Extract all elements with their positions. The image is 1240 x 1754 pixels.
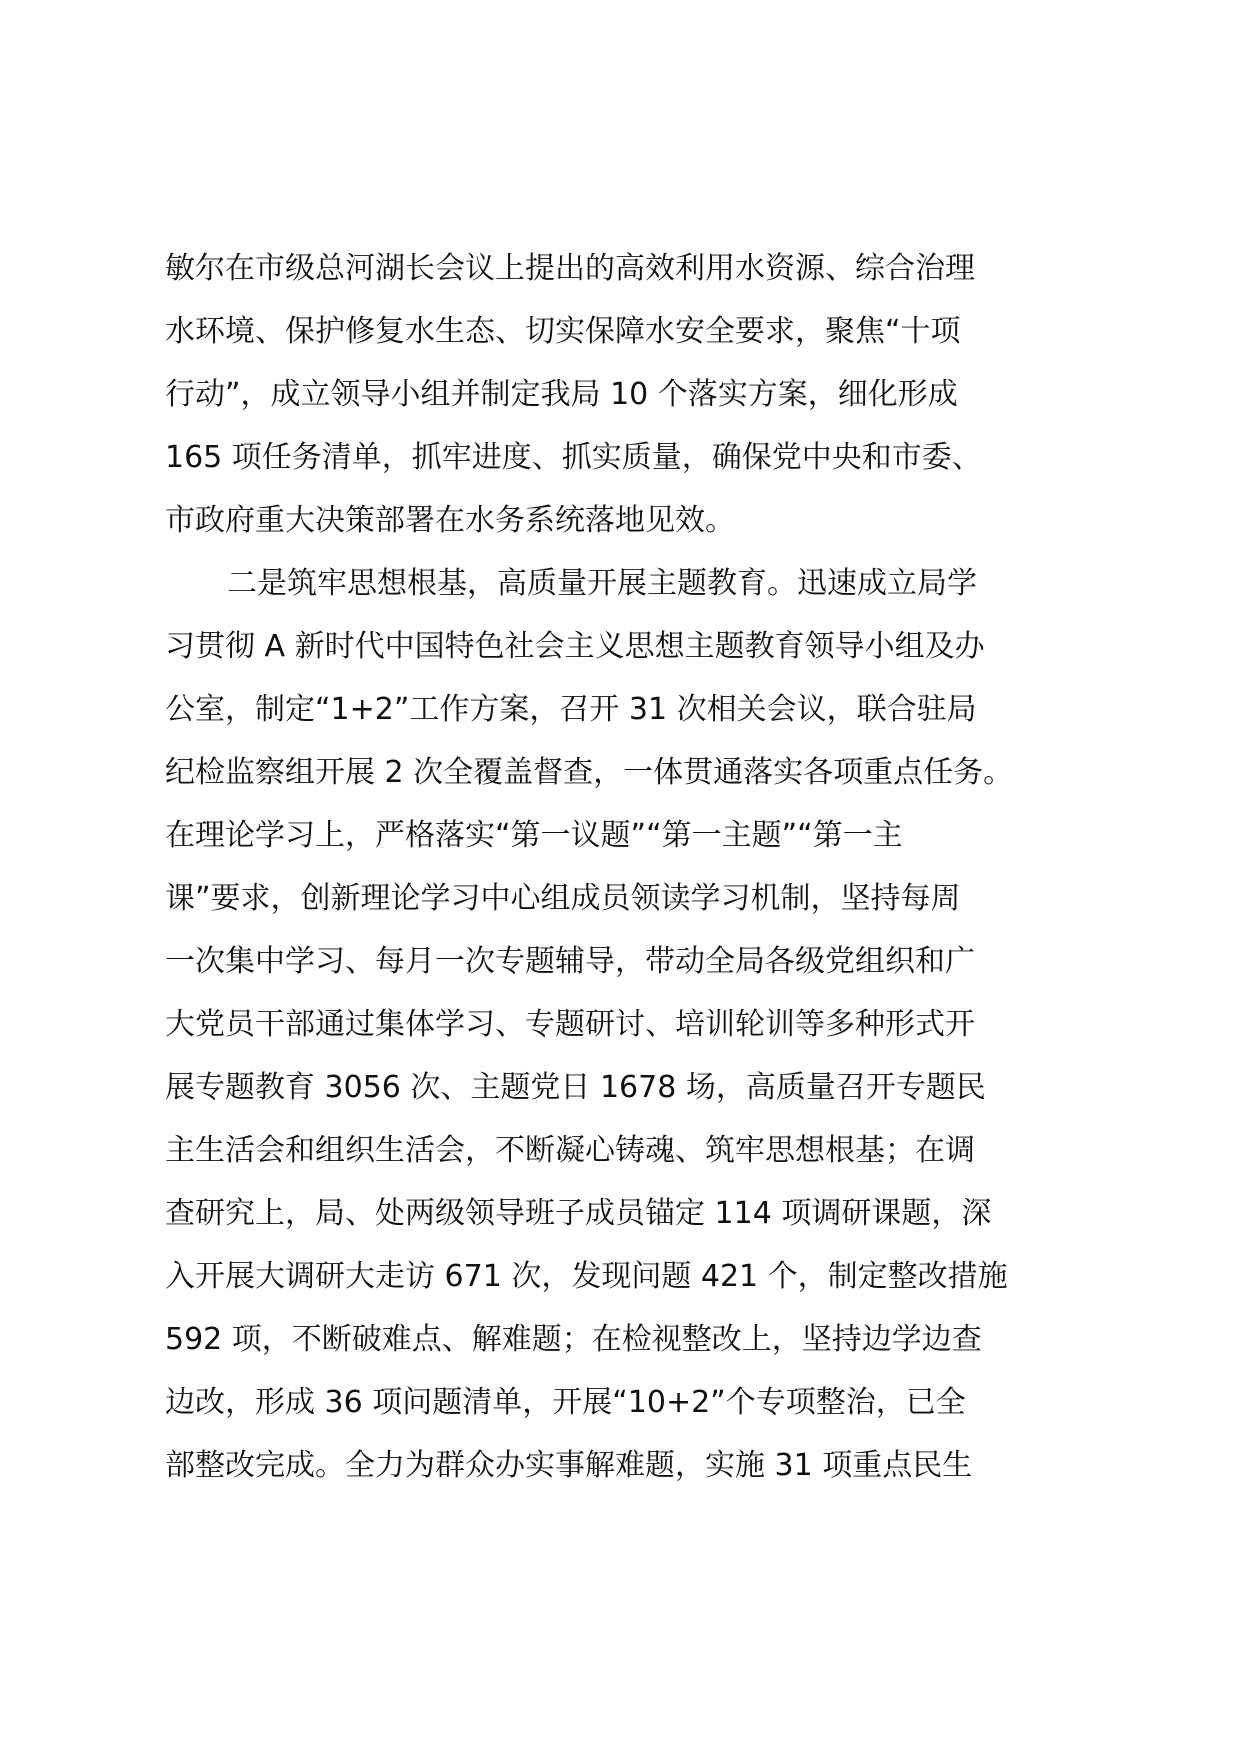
text-line: 市政府重大决策部署在水务系统落地见效。 — [165, 503, 735, 538]
text-line: 展专题教育 3056 次、主题党日 1678 场，高质量召开专题民 — [165, 1070, 986, 1105]
body-text — [165, 237, 1085, 1497]
text-line: 边改，形成 36 项问题清单，开展“10+2”个专项整治，已全 — [165, 1385, 966, 1420]
text-line: 习贯彻 A 新时代中国特色社会主义思想主题教育领导小组及办 — [165, 629, 985, 664]
text-line: 纪检监察组开展 2 次全覆盖督查，一体贯通落实各项重点任务。 — [165, 755, 1014, 790]
paragraph-first-line: 二是筑牢思想根基，高质量开展主题教育。迅速成立局学 — [227, 566, 977, 601]
text-line: 在理论学习上，严格落实“第一议题”“第一主题”“第一主 — [165, 818, 903, 853]
text-line: 部整改完成。全力为群众办实事解难题，实施 31 项重点民生 — [165, 1448, 973, 1483]
text-line: 一次集中学习、每月一次专题辅导，带动全局各级党组织和广 — [165, 944, 975, 979]
text-line: 公室，制定“1+2”工作方案，召开 31 次相关会议，联合驻局 — [165, 692, 977, 727]
text-line: 查研究上，局、处两级领导班子成员锚定 114 项调研课题，深 — [165, 1196, 992, 1231]
text-line: 课”要求，创新理论学习中心组成员领读学习机制，坚持每周 — [165, 881, 961, 916]
text-line: 行动”，成立领导小组并制定我局 10 个落实方案，细化形成 — [165, 377, 958, 412]
text-line: 水环境、保护修复水生态、切实保障水安全要求，聚焦“十项 — [165, 314, 961, 349]
text-line: 592 项，不断破难点、解难题；在检视整改上，坚持边学边查 — [165, 1322, 982, 1357]
text-line: 主生活会和组织生活会，不断凝心铸魂、筑牢思想根基；在调 — [165, 1133, 975, 1168]
text-line: 165 项任务清单，抓牢进度、抓实质量，确保党中央和市委、 — [165, 440, 982, 475]
text-line: 敏尔在市级总河湖长会议上提出的高效利用水资源、综合治理 — [165, 251, 975, 286]
text-line: 入开展大调研大走访 671 次，发现问题 421 个，制定整改措施 — [165, 1259, 1008, 1294]
text-line: 大党员干部通过集体学习、专题研讨、培训轮训等多种形式开 — [165, 1007, 975, 1042]
